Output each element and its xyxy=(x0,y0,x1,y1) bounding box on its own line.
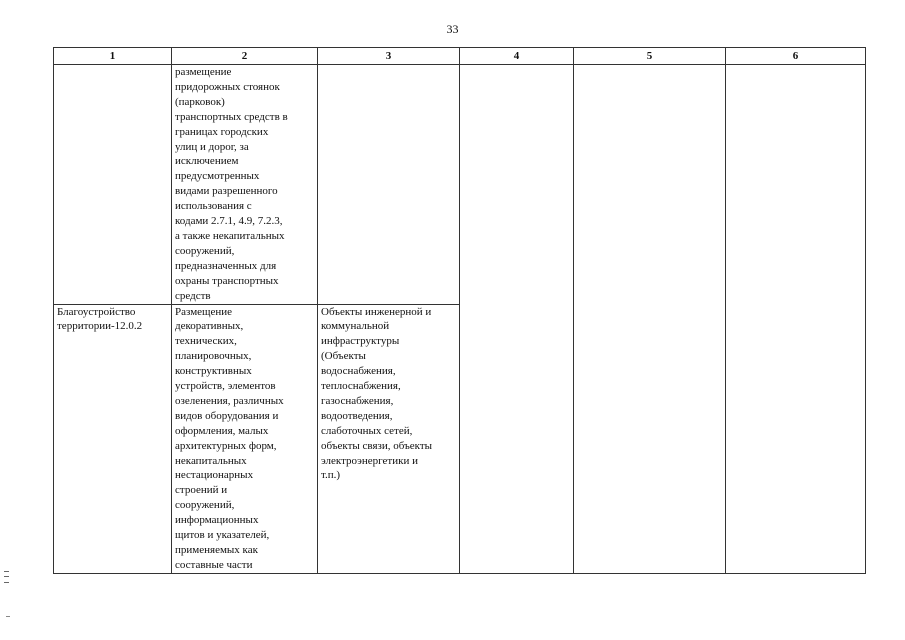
table-cell xyxy=(318,65,460,305)
table-cell: Размещение декоративных, технических, планировочных, конструктивных устройств, элементов озеленения, различных видов оборудования и оформления, малых архитектурных форм, некапитальных нестационарных строений и сооружений, информационных щитов и указателей, применяемых как составные части xyxy=(172,304,318,573)
table-cell xyxy=(54,65,172,305)
column-header-2: 2 xyxy=(172,48,318,65)
page-number: 33 xyxy=(446,22,459,36)
margin-dot xyxy=(6,616,10,617)
table-cell xyxy=(574,65,726,574)
column-header-3: 3 xyxy=(318,48,460,65)
zoning-table xyxy=(53,47,866,574)
table-cell xyxy=(460,65,574,574)
column-header-1: 1 xyxy=(54,48,172,65)
column-header-4: 4 xyxy=(460,48,574,65)
column-header-5: 5 xyxy=(574,48,726,65)
table-cell: размещение придорожных стоянок (парковок) транспортных средств в границах городских улиц и дорог, за исключением предусмотренных видами разрешенного использования с кодами 2.7.1, 4.9, 7.2.3, а также некапитальных сооружений, предназначенных для охраны транспортных средств xyxy=(172,65,318,305)
table-cell: Благоустройство территории-12.0.2 xyxy=(54,304,172,573)
table-cell xyxy=(726,65,866,574)
margin-mark xyxy=(4,571,9,583)
table-cell: Объекты инженерной и коммунальной инфраструктуры (Объекты водоснабжения, теплоснабжения, газоснабжения, водоотведения, слаботочных сетей, объекты связи, объекты электроэнергетики и т.п.) xyxy=(318,304,460,573)
table-header-row xyxy=(54,48,866,65)
table-row xyxy=(54,65,866,305)
column-header-6: 6 xyxy=(726,48,866,65)
